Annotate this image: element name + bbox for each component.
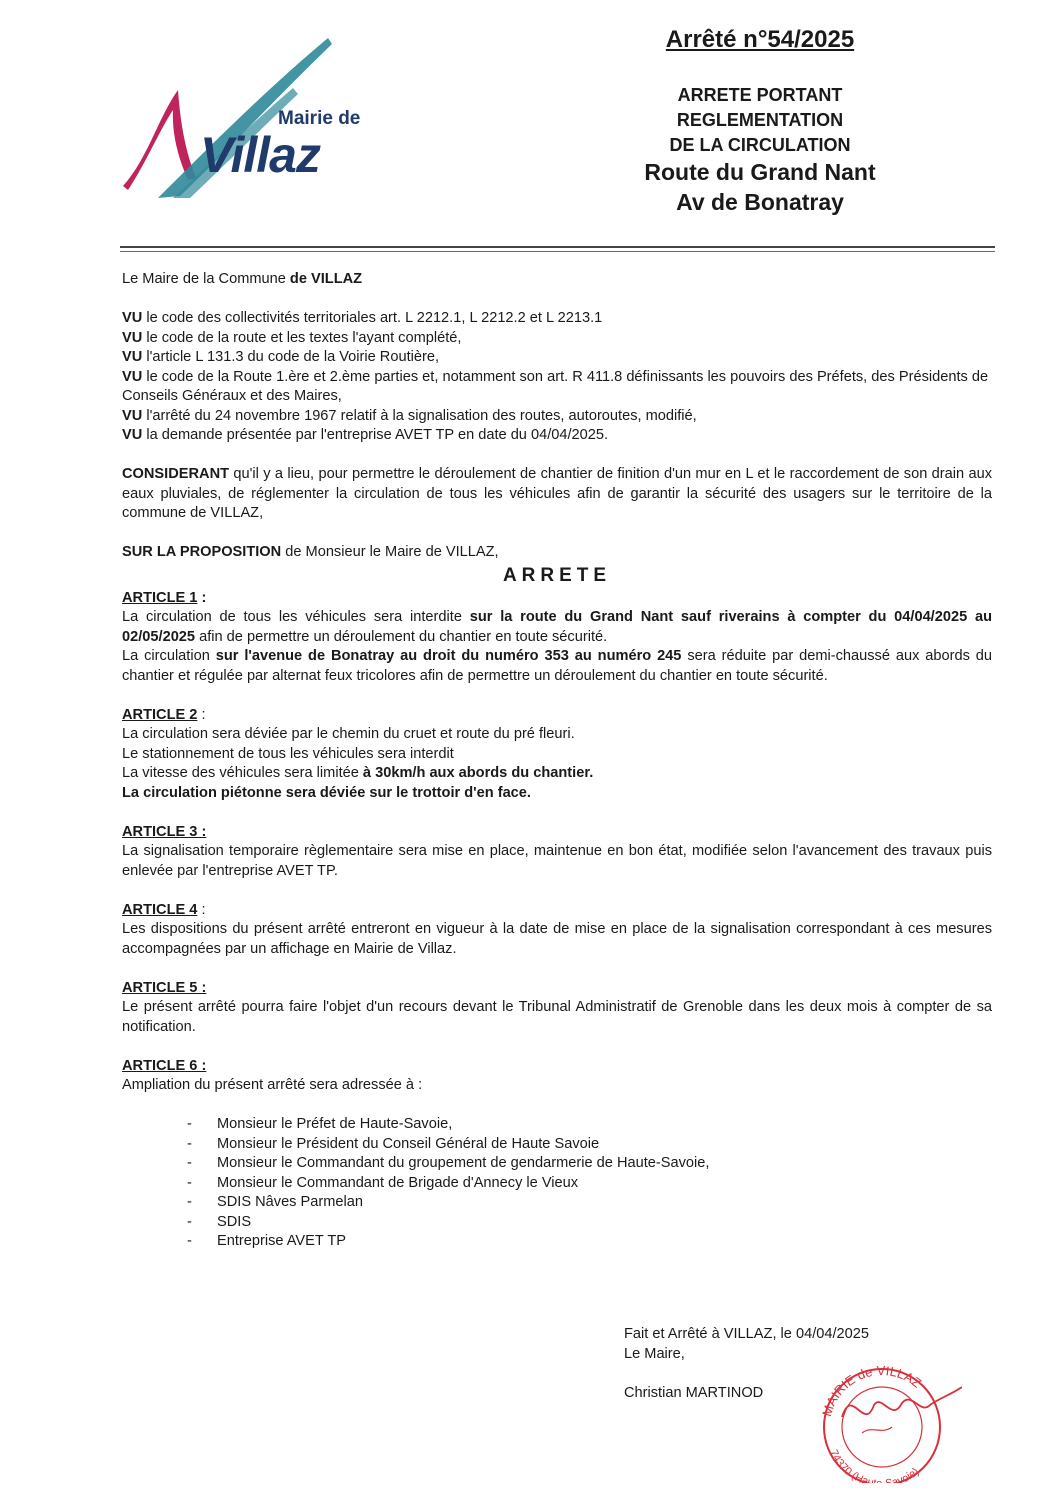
road-line: Route du Grand Nant [644, 159, 876, 185]
road-names [600, 157, 920, 217]
recipient-item: - Entreprise AVET TP [187, 1232, 992, 1252]
article-2-line: La circulation piétonne sera déviée sur le trottoir d'en face. [122, 784, 531, 801]
vu-item: VU le code de la route et les textes l'ayant complété, [122, 329, 462, 346]
vu-item: VU le code de la Route 1.ère et 2.ème parties et, notamment son art. R 411.8 définissants les pouvoirs des Préfets, des Présidents de Conseils Généraux et des Maires, [122, 368, 989, 404]
article-1-title: ARTICLE 1 : [122, 589, 207, 606]
road-line: Av de Bonatray [676, 189, 844, 215]
article-2-title: ARTICLE 2 : [122, 706, 206, 723]
article-6-text: Ampliation du présent arrêté sera adressée à : [122, 1077, 423, 1093]
considerant: CONSIDERANT qu'il y a lieu, pour permettre le déroulement de chantier de finition d'un mur en L et le raccordement de son drain aux eaux pluviales, de réglementer la circulation de tous les véhicules afin de garantir la sécurité des usagers sur le territoire de la commune de VILLAZ, [122, 466, 992, 521]
recipient-item: - Monsieur le Commandant du groupement de gendarmerie de Haute-Savoie, [187, 1154, 992, 1174]
article-6-title: ARTICLE 6 : [122, 1057, 207, 1074]
article-2-line: La circulation sera déviée par le chemin du cruet et route du pré fleuri. [122, 726, 575, 742]
arrete-heading: ARRETE [502, 564, 612, 586]
recipient-item: - Monsieur le Préfet de Haute-Savoie, [187, 1115, 992, 1135]
article-1-text: La circulation sur l'avenue de Bonatray au droit du numéro 353 au numéro 245 sera réduite par demi-chaussé aux abords du chantier et régulée par alternat feux tricolores afin de permettre un déroulement du chantier en toute sécurité. [122, 648, 993, 684]
article-4-title: ARTICLE 4 : [122, 901, 206, 918]
article-5-title: ARTICLE 5 : [122, 979, 207, 996]
signatory-name: Christian MARTINOD [624, 1384, 764, 1401]
signatory-role: Le Maire, [624, 1345, 685, 1362]
intro-line: Le Maire de la Commune de VILLAZ [122, 271, 363, 287]
vu-item: VU l'arrêté du 24 novembre 1967 relatif à la signalisation des routes, autoroutes, modifié, [122, 407, 697, 424]
article-2-line: La vitesse des véhicules sera limitée à 30km/h aux abords du chantier. [122, 765, 594, 781]
recipient-list [122, 1115, 992, 1252]
recipient-item: - SDIS [187, 1213, 992, 1233]
vu-item: VU le code des collectivités territoriales art. L 2212.1, L 2212.2 et L 2213.1 [122, 310, 603, 326]
official-stamp [812, 1365, 962, 1483]
title-line: REGLEMENTATION [676, 110, 844, 130]
place-date: Fait et Arrêté à VILLAZ, le 04/04/2025 [624, 1326, 870, 1342]
recipient-item: - SDIS Nâves Parmelan [187, 1193, 992, 1213]
recipient-item: - Monsieur le Commandant de Brigade d'Annecy le Vieux [187, 1174, 992, 1194]
article-2-line: Le stationnement de tous les véhicules sera interdit [122, 745, 454, 762]
vu-item: VU l'article L 131.3 du code de la Voirie Routière, [122, 349, 440, 365]
logo-text-villaz: Villaz [200, 127, 320, 183]
arrete-number: Arrêté n°54/2025 [665, 26, 855, 53]
article-1-text: La circulation de tous les véhicules sera interdite sur la route du Grand Nant sauf riverains à compter du 04/04/2025 au 02/05/2025 afin de permettre un déroulement du chantier en toute sécurité. [122, 609, 992, 645]
header-divider [120, 246, 995, 248]
title-line: DE LA CIRCULATION [669, 135, 851, 155]
villaz-logo [118, 38, 398, 198]
proposition: SUR LA PROPOSITION de Monsieur le Maire de VILLAZ, [122, 544, 499, 560]
recipient-item: - Monsieur le Président du Conseil Général de Haute Savoie [187, 1135, 992, 1155]
title-line: ARRETE PORTANT [677, 85, 843, 105]
arrete-title [600, 83, 920, 158]
article-4-text: Les dispositions du présent arrêté entreront en vigueur à la date de mise en place de la signalisation correspondant à ces mesures accompagnées par un affichage en Mairie de Villaz. [122, 921, 992, 957]
vu-item: VU la demande présentée par l'entreprise AVET TP en date du 04/04/2025. [122, 427, 609, 443]
article-3-title: ARTICLE 3 : [122, 823, 207, 840]
stamp-bottom-text: 74370 (Hau avoie) [827, 1447, 922, 1483]
svg-text:74370 (Haute-Savoie) [827, 1448, 921, 1483]
logo-text-mairie: Mairie de [278, 108, 361, 129]
article-5-text: Le présent arrêté pourra faire l'objet d'un recours devant le Tribunal Administratif de Grenoble dans les deux mois à compter de sa notification. [122, 999, 992, 1035]
arrete-body [122, 270, 992, 1252]
header-divider [120, 251, 995, 252]
article-3-text: La signalisation temporaire règlementaire sera mise en place, maintenue en bon état, modifiée selon l'avancement des travaux puis enlevée par l'entreprise AVET TP. [122, 843, 992, 879]
stamp-top-text: MAIRIE de VILLAZ [819, 1365, 925, 1419]
